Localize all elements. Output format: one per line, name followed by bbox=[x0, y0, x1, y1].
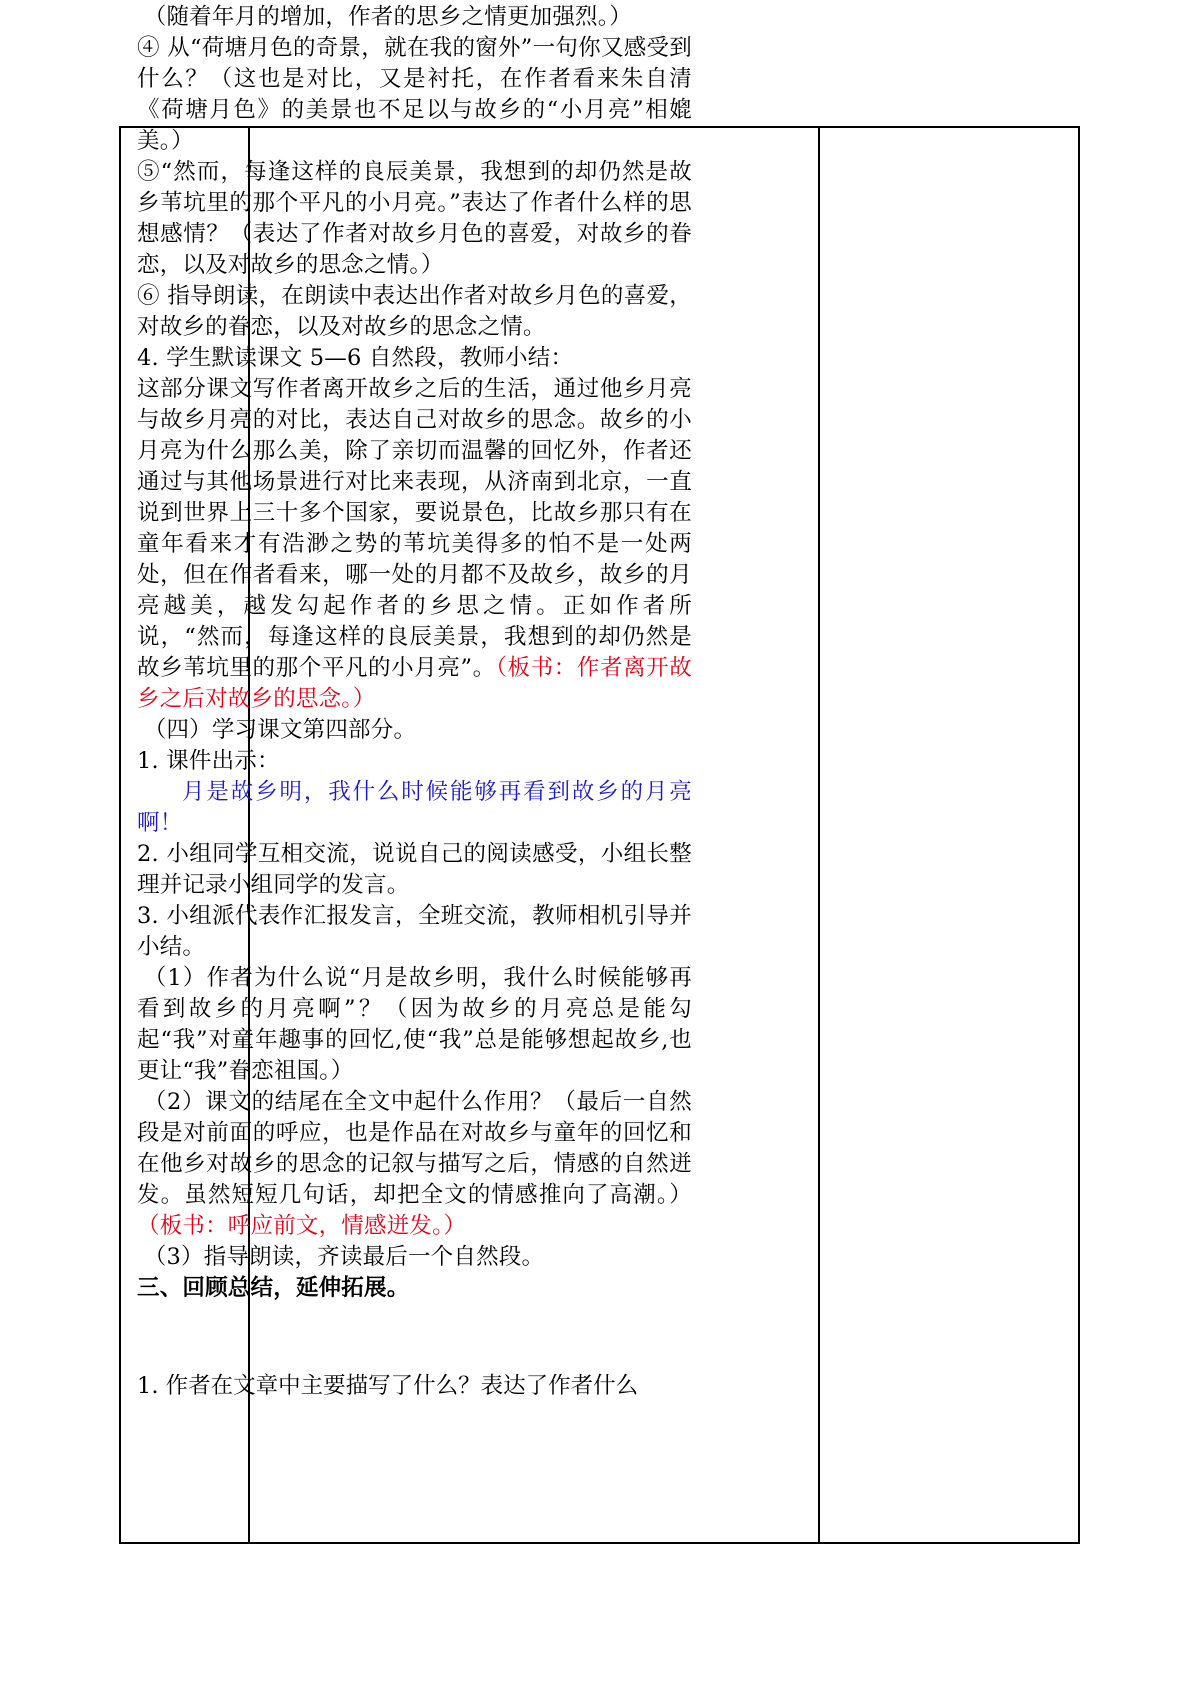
paragraph-0: （随着年月的增加，作者的思乡之情更加强烈。） bbox=[143, 4, 632, 30]
question-2 bbox=[137, 1087, 692, 1242]
question-3: （3）指导朗读，齐读最后一个自然段。 bbox=[143, 1244, 545, 1270]
part4-heading: （四）学习课文第四部分。 bbox=[143, 717, 417, 743]
right-column-cell bbox=[820, 128, 1078, 1542]
summary-paragraph bbox=[137, 374, 692, 715]
section-3-heading: 三、回顾总结，延伸拓展。 bbox=[137, 1275, 410, 1301]
paragraph-question-6: ⑥ 指导朗读，在朗读中表达出作者对故乡月色的喜爱，对故乡的眷恋，以及对故乡的思念之情。 bbox=[137, 283, 692, 340]
question-2-text: （2）课文的结尾在全文中起什么作用？（最后一自然段是对前面的呼应，也是作品在对故乡与童年的回忆和在他乡对故乡的思念的记叙与描写之后，情感的自然迸发。虽然短短几句话，却把全文的情感推向了高潮。） bbox=[137, 1089, 692, 1208]
courseware-quote: 月是故乡明，我什么时候能够再看到故乡的月亮啊！ bbox=[137, 779, 692, 836]
lesson-content-cell bbox=[137, 2, 692, 1304]
paragraph-step-4: 4. 学生默读课文 5—6 自然段，教师小结： bbox=[137, 345, 574, 371]
step-1: 1. 课件出示： bbox=[137, 748, 280, 774]
board-note-ending: （板书：呼应前文，情感迸发。） bbox=[137, 1213, 467, 1239]
paragraph-question-4: ④ 从“荷塘月色的奇景，就在我的窗外”一句你又感受到什么？（这也是对比，又是衬托，在作者看来朱自清《荷塘月色》的美景也不足以与故乡的“小月亮”相媲美。） bbox=[137, 35, 692, 154]
step-2: 2. 小组同学互相交流，说说自己的阅读感受，小组长整理并记录小组同学的发言。 bbox=[137, 841, 692, 898]
closing-question: 1. 作者在文章中主要描写了什么？表达了作者什么 bbox=[137, 1373, 639, 1399]
summary-text: 这部分课文写作者离开故乡之后的生活，通过他乡月亮与故乡月亮的对比，表达自己对故乡的思念。故乡的小月亮为什么那么美，除了亲切而温馨的回忆外，作者还通过与其他场景进行对比来表现，从济南到北京，一直说到世界上三十多个国家，要说景色，比故乡那只有在童年看来才有浩渺之势的苇坑美得多的怕不是一处两处，但在作者看来，哪一处的月都不及故乡，故乡的月亮越美，越发勾起作者的乡思之情。正如作者所说，“然而，每逢这样的良辰美景，我想到的却仍然是故乡苇坑里的那个平凡的小月亮”。 bbox=[137, 376, 692, 681]
board-note-summary: （板书：作者离开故乡之后对故乡的思念。） bbox=[137, 655, 692, 712]
step-3: 3. 小组派代表作汇报发言，全班交流，教师相机引导并小结。 bbox=[137, 903, 692, 960]
paragraph-question-5: ⑤“然而，每逢这样的良辰美景，我想到的却仍然是故乡苇坑里的那个平凡的小月亮。”表达了作者什么样的思想感情？（表达了作者对故乡月色的喜爱，对故乡的眷恋，以及对故乡的思念之情。） bbox=[137, 159, 692, 278]
question-1: （1）作者为什么说“月是故乡明，我什么时候能够再看到故乡的月亮啊”？（因为故乡的月亮总是能勾起“我”对童年趣事的回忆,使“我”总是能够想起故乡,也更让“我”眷恋祖国。） bbox=[137, 965, 692, 1084]
